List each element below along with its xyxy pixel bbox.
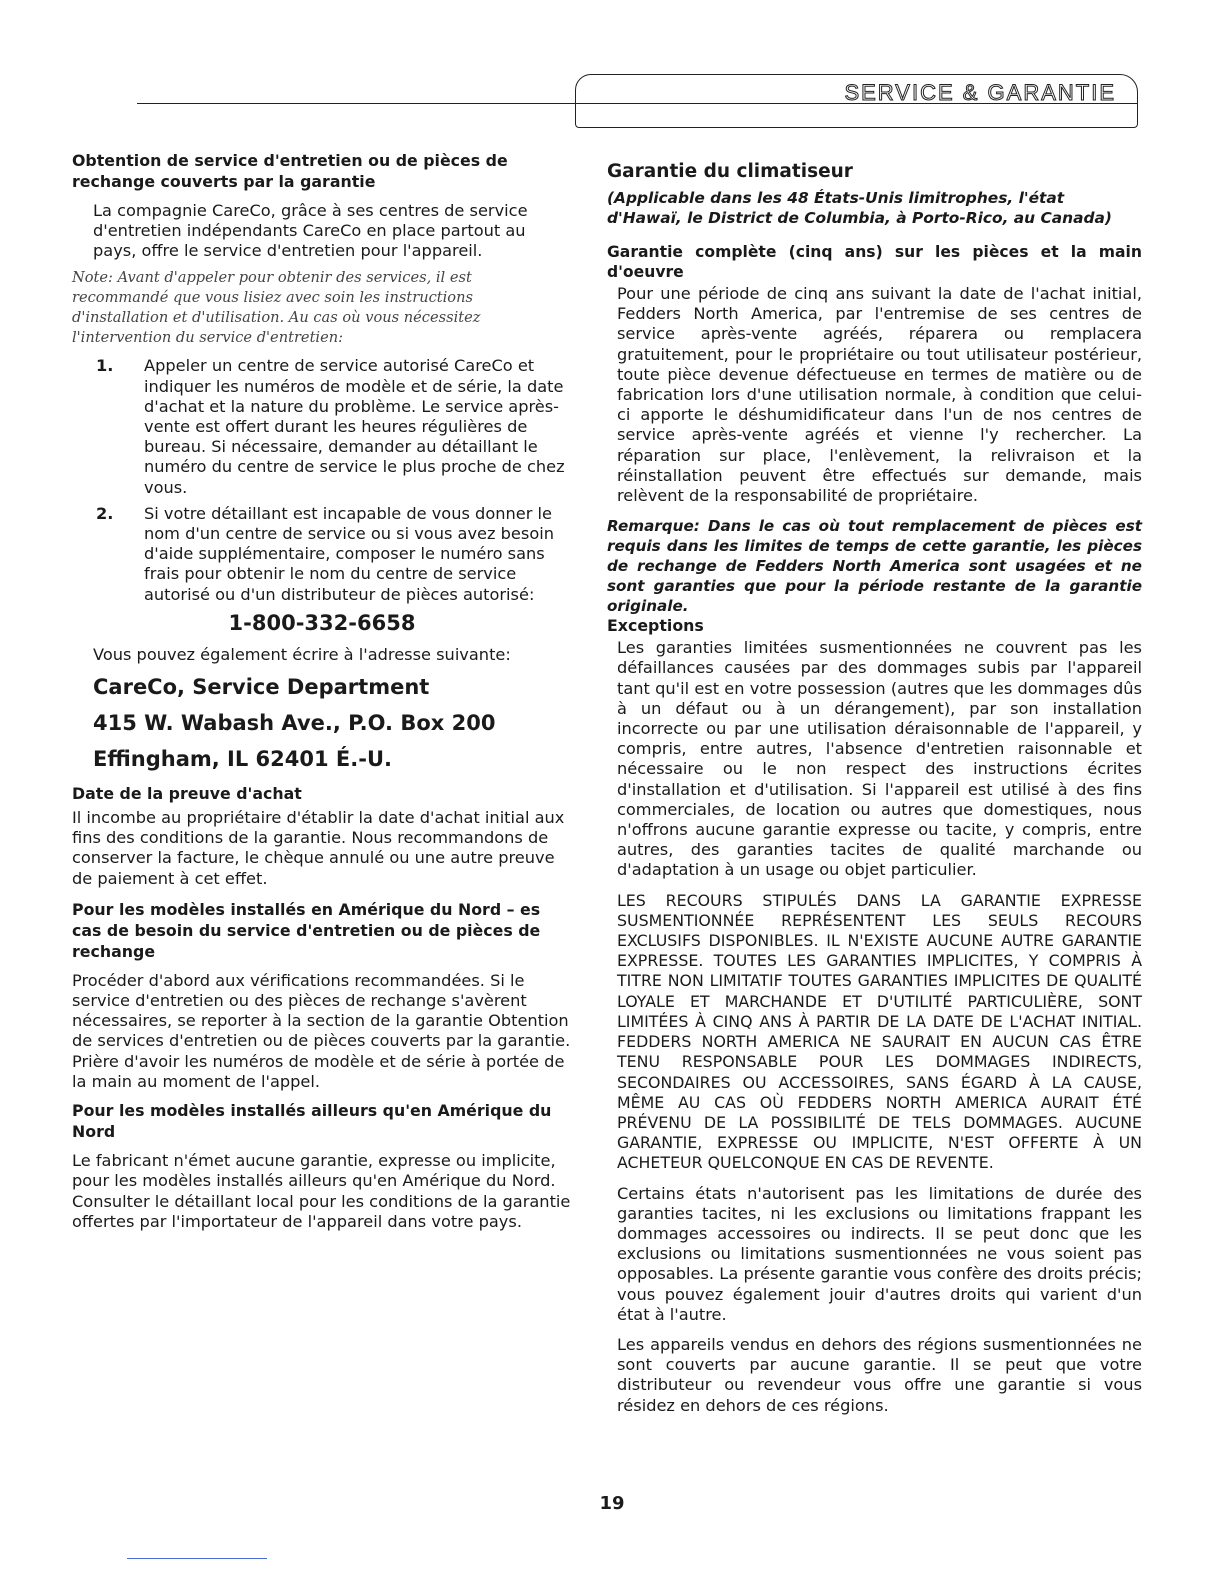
paragraph-other-regions: Les appareils vendus en dehors des régions susmentionnées ne sont couverts par aucune garantie. Il se peut que votre distributeur ou revendeur vous offre une garantie si vous résidez en dehors de ces régions. [617,1334,1142,1415]
paragraph-state-limitations: Certains états n'autorisent pas les limitations de durée des garanties tacites, ni les exclusions ou limitations frappant les dommages accessoires ou indirects. Il se peut donc que les exclusions ou limitations susmentionnées ne vous soient pas opposables. La présente garantie vous confère des droits précis; vous pouvez également jouir d'autres droits qui varient d'un état à l'autre. [617,1183,1142,1324]
heading-proof-of-purchase: Date de la preuve d'achat [72,784,302,804]
paragraph-careco: La compagnie CareCo, grâce à ses centres de service d'entretien indépendants CareCo en place partout au pays, offre le service d'entretien pour l'appareil. [93,201,528,261]
address-line-3: Effingham, IL 62401 É.-U. [93,747,392,772]
paragraph-remedies: LES RECOURS STIPULÉS DANS LA GARANTIE EXPRESSE SUSMENTIONNÉE REPRÉSENTENT LES SEULS RECOURS EXCLUSIFS DISPONIBLES. IL N'EXISTE AUCUNE AUTRE GARANTIE EXPRESSE. TOUTES LES GARANTIES IMPLICITES, Y COMPRIS À TITRE NON LIMITATIF TOUTES GARANTIES IMPLICITES DE QUALITÉ LOYALE ET MARCHANDE ET D'UTILITÉ PARTICULIÈRE, SONT LIMITÉES À CINQ ANS À PARTIR DE LA DATE DE L'ACHAT INITIAL. FEDDERS NORTH AMERICA NE SAURAIT EN AUCUN CAS ÊTRE TENU RESPONSABLE POUR LES DOMMAGES INDIRECTS, SECONDAIRES OU ACCESSOIRES, SANS ÉGARD À LA CAUSE, MÊME AU CAS OÙ FEDDERS NORTH AMERICA AURAIT ÉTÉ PRÉVENU DE LA POSSIBILITÉ DE TELS DOMMAGES. AUCUNE GARANTIE, EXPRESSE OU IMPLICITE, N'EST OFFERTE À UN ACHETEUR QUELCONQUE EN CAS DE REVENTE. [617,890,1142,1173]
warranty-title: Garantie du climatiseur [607,161,853,182]
heading-north-america: Pour les modèles installés en Amérique du Nord – es cas de besoin du service d'entretien ou de pièces de rechange [72,899,541,961]
service-steps-list [72,356,572,604]
address-line-1: CareCo, Service Department [93,675,430,700]
remark-replacement-parts: Remarque: Dans le cas où tout remplacement de pièces est requis dans les limites de temps de cette garantie, les pièces de rechange de Fedders North America sont usagées et ne sont garanties que pour la période restante de la garantie originale. [607,517,1142,616]
list-item [72,356,572,497]
list-number: 2. [96,503,114,523]
address-line-2: 415 W. Wabash Ave., P.O. Box 200 [93,711,496,736]
warranty-applicability: (Applicable dans les 48 États-Unis limitrophes, l'état d'Hawaï, le District de Columbia, à Porto-Rico, au Canada) [607,189,1112,227]
paragraph-proof-of-purchase: Il incombe au propriétaire d'établir la date d'achat initial aux fins des conditions de la garantie. Nous recommandons de conserver la facture, le chèque annulé ou une autre preuve de paiement à cet effet. [72,808,565,888]
paragraph-full-warranty: Pour une période de cinq ans suivant la date de l'achat initial, Fedders North America, par l'entremise de ses centres de service après-vente agréés, réparera ou remplacera gratuitement, pour le propriétaire ou tout utilisateur postérieur, toute pièce devenue défectueuse en termes de matière ou de fabrication lors d'une utilisation normale, à condition que celui-ci apporte le déshumidificateur dans l'un de nos centres de service après-vente agréés et vienne l'y rechercher. La réparation sur place, l'enlèvement, la relivraison et la réinstallation peuvent être effectués sur demande, mais relèvent de la responsabilité de propriétaire. [617,284,1142,506]
heading-full-warranty: Garantie complète (cinq ans) sur les pièces et la main d'oeuvre [607,243,1142,281]
write-instruction: Vous pouvez également écrire à l'adresse suivante: [93,644,511,664]
list-number: 1. [96,356,114,376]
page-number: 19 [599,1493,625,1514]
list-item [72,504,572,605]
right-column [607,150,1142,1426]
note-before-calling: Note: Avant d'appeler pour obtenir des services, il est recommandé que vous lisiez avec soin les instructions d'installation et d'utilisation. Au cas où vous nécessitez l'intervention du service d'entretien: [72,268,481,347]
left-column [72,150,572,1238]
paragraph-outside-north-america: Le fabricant n'émet aucune garantie, expresse ou implicite, pour les modèles installés ailleurs qu'en Amérique du Nord. Consulter le détaillant local pour les conditions de la garantie offertes par l'importateur de l'appareil dans votre pays. [72,1151,571,1231]
list-text: Appeler un centre de service autorisé CareCo et indiquer les numéros de modèle et de série, la date d'achat et la nature du problème. Le service après-vente est offert durant les heures régulières de bureau. Si nécessaire, demander au détaillant le numéro du centre de service le plus proche de chez vous. [144,356,565,497]
heading-exceptions: Exceptions [607,616,704,636]
phone-number: 1-800-332-6658 [228,610,416,635]
paragraph-north-america: Procéder d'abord aux vérifications recommandées. Si le service d'entretien ou des pièces de rechange s'avèrent nécessaires, se reporter à la section de la garantie Obtention de services d'entretien ou de pièces couverts par la garantie. Prière d'avoir les numéros de modèle et de série à portée de la main au moment de l'appel. [72,970,571,1091]
paragraph-exceptions: Les garanties limitées susmentionnées ne couvrent pas les défaillances causées par des dommages subis par l'appareil tant qu'il est en votre possession (autres que les dommages dûs à un défaut ou à un dérangement), par son installation incorrecte ou par une utilisation déraisonnable de l'appareil, y compris, entre autres, l'absence d'entretien raisonnable et nécessaire ou le non respect des instructions écrites d'installation et d'utilisation. Si l'appareil est utilisé à des fins commerciales, de location ou autres que domestiques, nous n'offrons aucune garantie expresse ou tacite, y compris, entre autres, des garanties tacites de qualité marchande ou d'adaptation à un usage ou objet particulier. [617,638,1142,880]
section-title: SERVICE & GARANTIE [844,80,1116,105]
footer-rule [127,1558,267,1559]
heading-obtaining-service: Obtention de service d'entretien ou de pièces de rechange couverts par la garantie [72,151,508,191]
list-text: Si votre détaillant est incapable de vous donner le nom d'un centre de service ou si vous avez besoin d'aide supplémentaire, composer le numéro sans frais pour obtenir le nom du centre de service autorisé ou d'un distributeur de pièces autorisé: [144,503,554,604]
header-rule [137,103,575,104]
heading-outside-north-america: Pour les modèles installés ailleurs qu'en Amérique du Nord [72,1101,552,1142]
